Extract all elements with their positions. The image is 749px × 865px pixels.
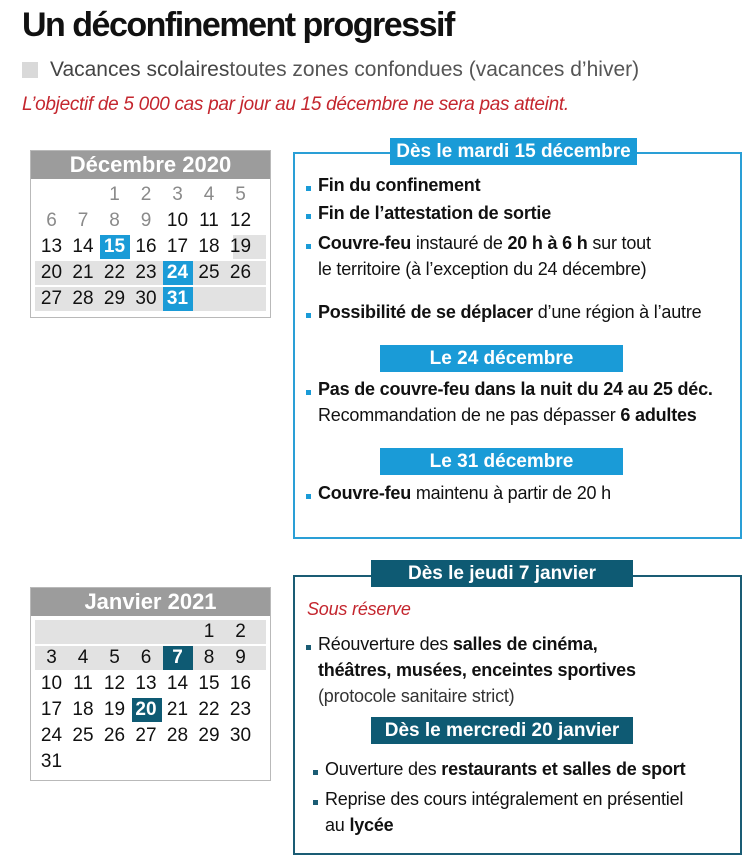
calendar-day: 7 [172,647,183,668]
legend-text: toutes zones confondues (vacances d’hiver) [229,58,640,81]
text-bold: 20 h à 6 h [507,233,588,253]
sous-reserve: Sous réserve [307,599,411,619]
item-fin-attestation: Fin de l’attestation de sortie [318,203,552,223]
calendar-day: 24 [40,725,63,746]
calendar-day: 20 [40,262,63,283]
calendar-day: 28 [72,288,94,309]
text: Recommandation de ne pas dépasser [318,405,621,425]
calendar-day: 12 [103,673,126,694]
calendar-day: 1 [203,621,215,642]
calendar-day: 8 [203,647,215,668]
calendar-day: 16 [229,673,252,694]
text-bold: restaurants et salles de sport [441,759,686,779]
bullet [306,186,311,191]
calendar-day: 22 [198,699,220,720]
text-bold: lycée [349,815,394,835]
calendar-day: 27 [40,288,63,309]
legend-swatch [22,62,38,78]
bullet [306,313,311,318]
calendar-day: 4 [203,184,215,205]
calendar-title: Janvier 2021 [31,588,270,616]
calendar-day: 25 [198,262,220,283]
calendar-day: 17 [166,236,189,257]
calendar-day: 7 [77,210,89,231]
item-fin-confinement: Fin du confinement [318,175,481,195]
bullet [306,214,311,219]
header-31-december: Le 31 décembre [380,448,623,475]
calendar-day: 17 [40,699,63,720]
calendar-day: 30 [229,725,252,746]
calendar-day: 21 [166,699,189,720]
calendar-day: 21 [72,262,94,283]
calendar-day: 14 [166,673,189,694]
calendar-day: 23 [229,699,252,720]
calendar-day: 2 [140,184,152,205]
calendar-day: 1 [109,184,120,205]
header-7-janvier: Dès le jeudi 7 janvier [371,560,633,587]
item-deplacement [318,302,701,323]
bullet [313,770,318,775]
calendar-day: 28 [166,725,189,746]
calendar-day: 9 [235,647,246,668]
calendar-day: 5 [109,647,120,668]
text-bold: salles de cinéma, [452,634,598,654]
header-24-december: Le 24 décembre [380,345,623,372]
calendar-day: 8 [109,210,120,231]
text-bold: Couvre-feu [318,483,412,503]
calendar-day: 18 [198,236,220,257]
legend [22,58,639,82]
text: maintenu à partir de 20 h [411,483,611,503]
calendar-day: 5 [235,184,246,205]
calendar-day: 15 [103,236,126,257]
item-couvre-feu-line2: le territoire (à l’exception du 24 décembre) [318,259,647,279]
text: d’une région à l’autre [532,302,702,322]
calendar-day: 3 [172,184,183,205]
bullet [306,494,311,499]
item-recommandation [318,405,697,426]
calendar-day: 13 [135,673,157,694]
calendar-day: 30 [135,288,157,309]
calendar-december [30,150,271,318]
calendar-day: 6 [46,210,57,231]
text-bold: 6 adultes [620,405,697,425]
calendar-day: 25 [72,725,94,746]
calendar-day: 22 [103,262,126,283]
item-reprise-cours-line2 [325,815,393,836]
calendar-day: 14 [72,236,94,257]
calendar-day: 15 [198,673,220,694]
calendar-day: 13 [40,236,63,257]
item-couvre-feu [318,233,651,254]
text: sur tout [587,233,651,253]
calendar-day: 12 [229,210,252,231]
calendar-day: 27 [135,725,157,746]
header-20-janvier: Dès le mercredi 20 janvier [371,717,633,744]
text-bold: Couvre-feu [318,233,412,253]
calendar-day: 10 [40,673,63,694]
calendar-day: 10 [166,210,189,231]
text-bold: Possibilité de se déplacer [318,302,533,322]
calendar-day: 6 [140,647,152,668]
calendar-day: 16 [135,236,157,257]
calendar-day: 2 [235,621,246,642]
legend-bold: Vacances scolaires [50,58,230,81]
calendar-day: 3 [46,647,57,668]
text: instauré de [411,233,508,253]
item-reouverture-line2: théâtres, musées, enceintes sportives [318,660,636,680]
calendar-day: 26 [103,725,126,746]
bullet [306,645,311,650]
calendar-day: 9 [140,210,152,231]
calendar-day: 11 [73,673,93,694]
bullet [313,800,318,805]
header-15-december: Dès le mardi 15 décembre [390,138,637,165]
item-reouverture [318,634,598,655]
calendar-day: 23 [135,262,157,283]
calendar-title: Décembre 2020 [31,151,270,179]
text: Réouverture des [318,634,453,654]
calendar-day: 20 [135,699,157,720]
item-couvre-feu-maintenu [318,483,611,504]
calendar-day: 19 [229,236,252,257]
text: Ouverture des [325,759,442,779]
calendar-day: 11 [199,210,219,231]
bullet [306,244,311,249]
calendar-day: 31 [166,288,189,309]
calendar-day: 24 [166,262,189,283]
objective-note: L’objectif de 5 000 cas par jour au 15 décembre ne sera pas atteint. [22,94,569,115]
page-title: Un déconfinement progressif [22,6,454,44]
calendar-day: 26 [229,262,252,283]
text: au [325,815,350,835]
item-ouverture-restaurants [325,759,685,780]
item-reouverture-line3: (protocole sanitaire strict) [318,686,515,706]
calendar-day: 29 [103,288,126,309]
calendar-january [30,587,271,781]
calendar-day: 18 [72,699,94,720]
item-pas-couvre-feu: Pas de couvre-feu dans la nuit du 24 au 25 déc. [318,379,713,399]
bullet [306,390,311,395]
calendar-day: 4 [77,647,89,668]
calendar-day: 19 [103,699,126,720]
item-reprise-cours: Reprise des cours intégralement en présentiel [325,789,684,809]
calendar-day: 29 [198,725,220,746]
calendar-day: 31 [40,751,63,772]
